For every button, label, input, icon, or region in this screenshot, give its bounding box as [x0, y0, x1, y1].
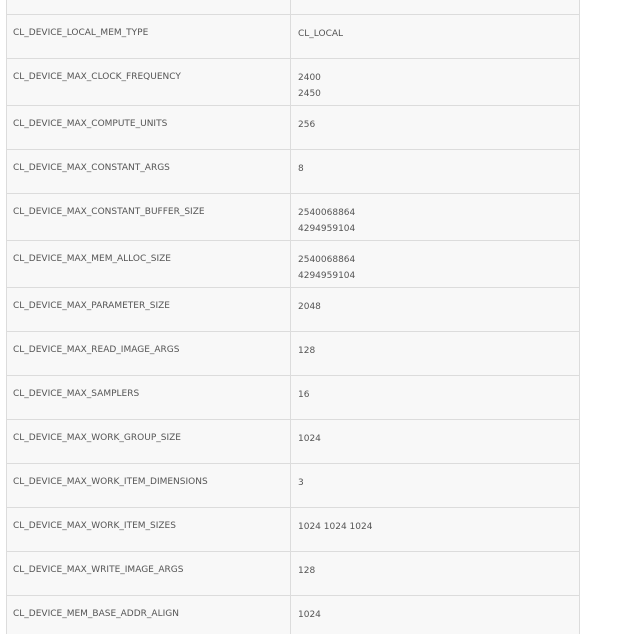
property-name: CL_DEVICE_MAX_WRITE_IMAGE_ARGS: [7, 552, 291, 596]
property-name: CL_DEVICE_LOCAL_MEM_TYPE: [7, 15, 291, 59]
property-name: CL_DEVICE_MAX_MEM_ALLOC_SIZE: [7, 241, 291, 288]
property-name: CL_DEVICE_MAX_CLOCK_FREQUENCY: [7, 59, 291, 106]
table-row: [7, 552, 580, 596]
property-name: CL_DEVICE_MAX_WORK_ITEM_SIZES: [7, 508, 291, 552]
table-row: [7, 106, 580, 150]
property-value: [291, 376, 580, 420]
property-value-line: 3: [298, 478, 304, 488]
property-value: [291, 420, 580, 464]
device-properties-body: [7, 0, 580, 634]
property-value-line: 1024: [298, 610, 321, 620]
table-row: [7, 332, 580, 376]
property-value-line: 16: [298, 390, 310, 400]
table-row: [7, 376, 580, 420]
property-value: [291, 106, 580, 150]
property-value: [291, 508, 580, 552]
table-row: [7, 464, 580, 508]
property-value-line: 1024 1024 1024: [298, 522, 373, 532]
property-name: CL_DEVICE_MAX_SAMPLERS: [7, 376, 291, 420]
property-value-line: CL_LOCAL: [298, 29, 344, 39]
table-row: [7, 15, 580, 59]
table-row: [7, 508, 580, 552]
property-value-line: 256: [298, 120, 316, 130]
property-name: CL_DEVICE_MAX_PARAMETER_SIZE: [7, 288, 291, 332]
property-name: CL_DEVICE_MAX_CONSTANT_BUFFER_SIZE: [7, 194, 291, 241]
property-value: [291, 464, 580, 508]
table-row: [7, 288, 580, 332]
property-value: [291, 59, 580, 106]
property-value-line: 8: [298, 164, 304, 174]
property-value-line: 2540068864: [298, 255, 356, 265]
property-value: [291, 288, 580, 332]
property-value: [291, 0, 580, 15]
property-value: [291, 332, 580, 376]
property-value: [291, 150, 580, 194]
property-value-line: 1024: [298, 434, 321, 444]
table-row: [7, 194, 580, 241]
property-value-line: 2540068864: [298, 208, 356, 218]
property-name: CL_DEVICE_MAX_WORK_GROUP_SIZE: [7, 420, 291, 464]
device-properties-table: [6, 0, 580, 634]
property-value: [291, 596, 580, 634]
property-value: [291, 241, 580, 288]
table-row: [7, 0, 580, 15]
table-row: [7, 420, 580, 464]
property-value-line: 4294959104: [298, 224, 356, 234]
property-value-line: 2048: [298, 302, 321, 312]
property-name: CL_DEVICE_MEM_BASE_ADDR_ALIGN: [7, 596, 291, 634]
property-name: CL_DEVICE_MAX_READ_IMAGE_ARGS: [7, 332, 291, 376]
property-name: CL_DEVICE_MAX_CONSTANT_ARGS: [7, 150, 291, 194]
property-value-line: 128: [298, 566, 316, 576]
property-value: [291, 552, 580, 596]
table-row: [7, 596, 580, 634]
table-row: [7, 241, 580, 288]
property-value-line: 128: [298, 346, 316, 356]
property-value-line: 2400: [298, 73, 321, 83]
property-name: CL_DEVICE_MAX_WORK_ITEM_DIMENSIONS: [7, 464, 291, 508]
property-name: [7, 0, 291, 15]
property-value: [291, 194, 580, 241]
table-row: [7, 150, 580, 194]
property-value: [291, 15, 580, 59]
table-row: [7, 59, 580, 106]
property-name: CL_DEVICE_MAX_COMPUTE_UNITS: [7, 106, 291, 150]
property-value-line: 4294959104: [298, 271, 356, 281]
property-value-line: 2450: [298, 89, 321, 99]
